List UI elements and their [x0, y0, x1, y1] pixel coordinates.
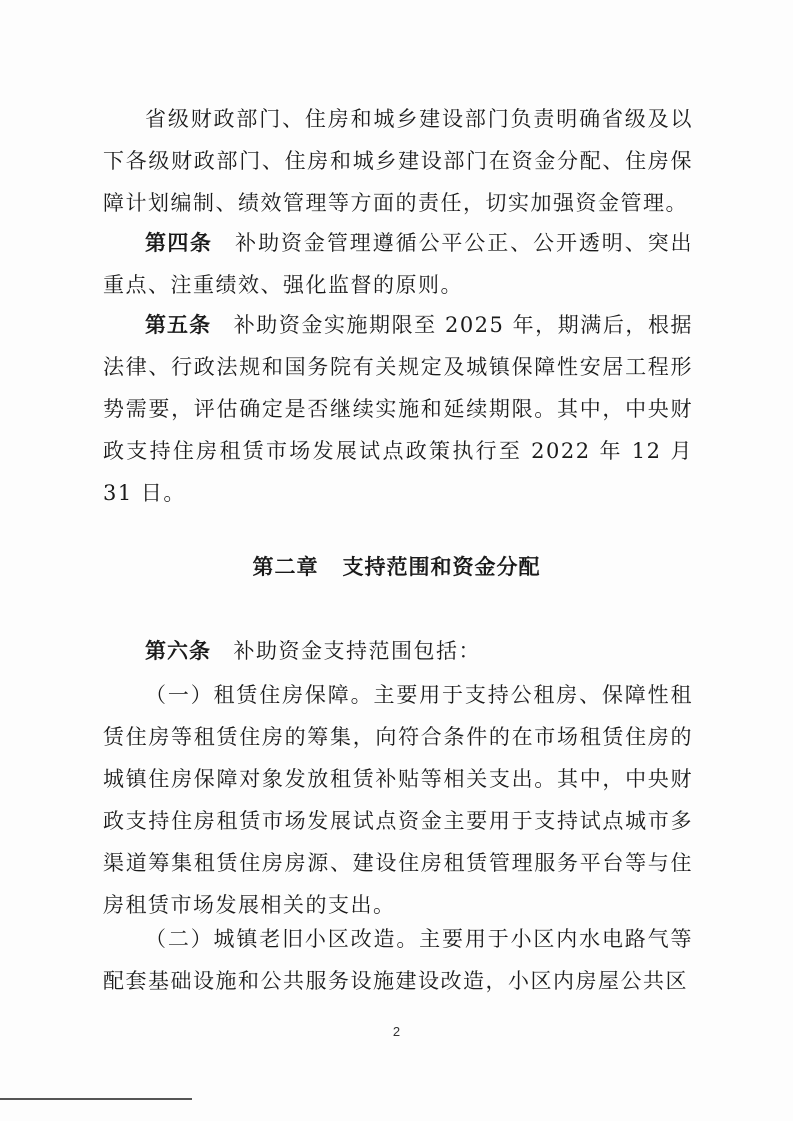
chapter-number: 第二章	[252, 555, 319, 579]
article-4-heading: 第四条	[145, 231, 213, 255]
article-6-text: 补助资金支持范围包括：	[233, 639, 481, 663]
article-6-item-1-text: （一）租赁住房保障。主要用于支持公租房、保障性租赁住房等租赁住房的筹集，向符合条件的在市场租赁住房的城镇住房保障对象发放租赁补贴等相关支出。其中，中央财政支持住房租赁市场发展试点资金主要用于支持试点城市多渠道筹集租赁住房房源、建设住房租赁管理服务平台等与住房租赁市场发展相关的支出。	[103, 683, 693, 917]
article-6	[103, 630, 693, 672]
paragraph-responsibility	[103, 98, 693, 224]
article-5-heading: 第五条	[145, 313, 212, 337]
article-5	[103, 304, 693, 514]
article-6-item-1	[103, 674, 693, 926]
article-4	[103, 222, 693, 306]
scan-edge-line	[0, 1098, 192, 1100]
article-6-item-2	[103, 918, 693, 1002]
article-6-heading: 第六条	[145, 639, 211, 663]
article-5-text: 补助资金实施期限至 2025 年，期满后，根据法律、行政法规和国务院有关规定及城镇保障性安居工程形势需要，评估确定是否继续实施和延续期限。其中，中央财政支持住房租赁市场发展试点政策执行至 2022 年 12 月 31 日。	[103, 313, 694, 505]
chapter-title: 支持范围和资金分配	[342, 555, 541, 579]
chapter-heading	[0, 551, 793, 581]
article-4-text: 补助资金管理遵循公平公正、公开透明、突出重点、注重绩效、强化监督的原则。	[103, 231, 694, 297]
article-6-item-2-text: （二）城镇老旧小区改造。主要用于小区内水电路气等配套基础设施和公共服务设施建设改造，小区内房屋公共区	[103, 927, 693, 993]
paragraph-responsibility-text: 省级财政部门、住房和城乡建设部门负责明确省级及以下各级财政部门、住房和城乡建设部门在资金分配、住房保障计划编制、绩效管理等方面的责任，切实加强资金管理。	[103, 107, 693, 215]
page-number: 2	[392, 1024, 401, 1039]
